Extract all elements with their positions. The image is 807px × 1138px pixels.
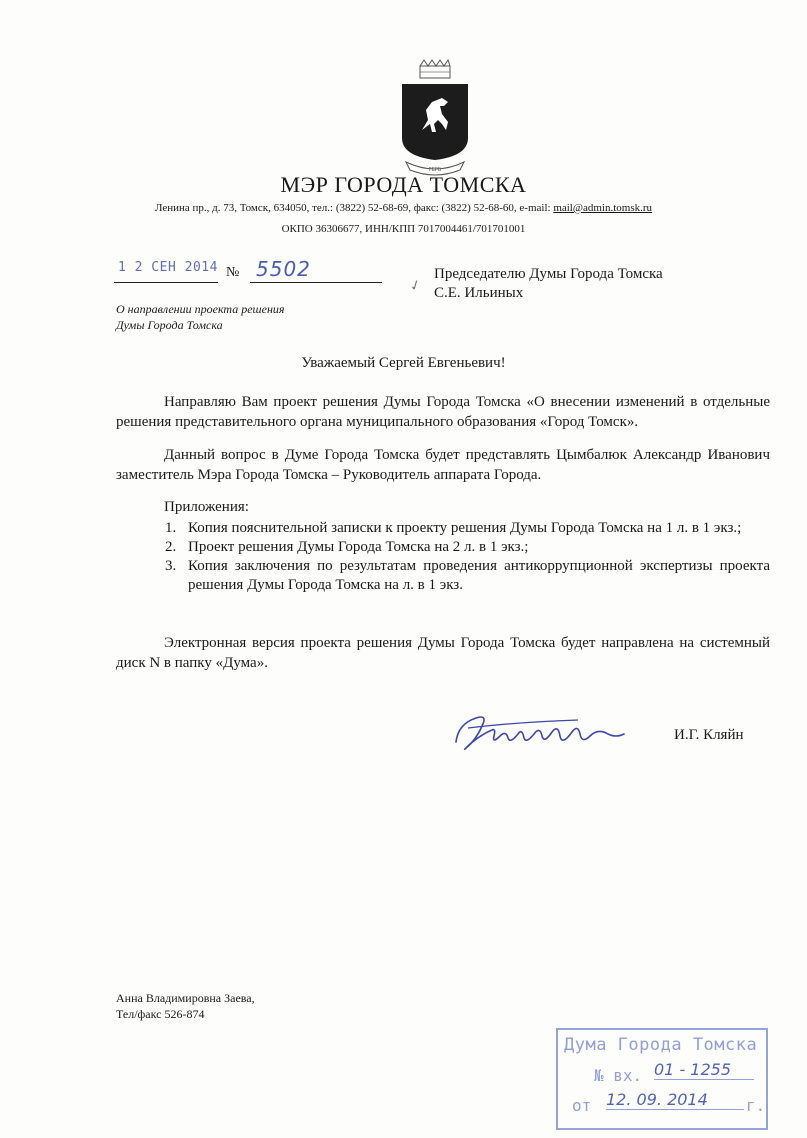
email-link[interactable]: mail@admin.tomsk.ru: [553, 202, 653, 214]
addressee-position: Председателю Думы Города Томска: [434, 266, 663, 282]
date-underline: [114, 282, 218, 283]
executor-block: [116, 990, 255, 1022]
subject-line-1: О направлении проекта решения: [116, 302, 285, 316]
subject-line-2: Думы Города Томска: [116, 318, 223, 332]
address-line: [0, 202, 807, 214]
addressee-block: [434, 265, 663, 303]
paragraph-2: Данный вопрос в Думе Города Томска будет представлять Цымбалюк Александр Иванович заместитель Мэра Города Томска – Руководитель аппарата Города.: [116, 447, 770, 483]
signer-name: И.Г. Кляйн: [674, 727, 744, 743]
stamp-date-suffix: г.: [746, 1096, 766, 1115]
list-item-number: 1.: [165, 520, 177, 536]
check-mark-icon: ✓: [407, 277, 424, 296]
executor-name: Анна Владимировна Заева,: [116, 991, 255, 1005]
attachments-list: [116, 519, 770, 595]
svg-text:ГЕРБ: ГЕРБ: [428, 167, 442, 173]
incoming-registration-stamp: [556, 1028, 768, 1130]
handwritten-signature-icon: [448, 704, 638, 756]
crown-icon: [420, 60, 450, 78]
city-coat-of-arms-icon: [398, 58, 472, 178]
stamp-number-value: 01 - 1255: [654, 1060, 754, 1080]
list-item-number: 3.: [165, 558, 177, 574]
list-item-text: Проект решения Думы Города Томска на 2 л. в 1 экз.;: [188, 539, 529, 555]
addressee-name: С.Е. Ильиных: [434, 285, 524, 301]
paragraph-3: Электронная версия проекта решения Думы Города Томска будет направлена на системный диск N в папку «Дума».: [116, 635, 770, 671]
list-item: [116, 519, 770, 538]
attachments-title: Приложения:: [164, 499, 249, 515]
stamp-date-label: от: [572, 1096, 592, 1115]
list-item-text: Копия заключения по результатам проведения антикоррупционной экспертизы проекта решения Думы Города Томска на л. в 1 экз.: [188, 558, 770, 593]
list-item: [116, 557, 770, 595]
executor-phone: Тел/факс 526-874: [116, 1007, 205, 1021]
paragraph-1: Направляю Вам проект решения Думы Города Томска «О внесении изменений в отдельные решения представительного органа муниципального образования «Город Томск».: [116, 394, 770, 430]
greeting: Уважаемый Сергей Евгеньевич!: [301, 355, 506, 371]
subject-block: [116, 301, 284, 333]
list-item-text: Копия пояснительной записки к проекту решения Думы Города Томска на 1 л. в 1 экз.;: [188, 520, 742, 536]
number-underline: [250, 282, 382, 283]
number-sign: №: [226, 265, 240, 280]
stamp-date-value: 12. 09. 2014: [606, 1090, 744, 1110]
stamp-number-label: № вх.: [594, 1066, 643, 1085]
stamp-org: Дума Города Томска: [564, 1035, 758, 1055]
list-item: [116, 538, 770, 557]
page-title: МЭР ГОРОДА ТОМСКА: [280, 172, 527, 197]
address-text: Ленина пр., д. 73, Томск, 634050, тел.: (3822) 52-68-69, факс: (3822) 52-68-60, e-mail:: [154, 202, 554, 214]
date-stamp: 1 2 СЕН 2014: [118, 260, 218, 275]
list-item-number: 2.: [165, 539, 177, 555]
okpo-line: ОКПО 36306677, ИНН/КПП 7017004461/701701001: [281, 223, 526, 235]
registration-number: 5502: [256, 257, 311, 281]
